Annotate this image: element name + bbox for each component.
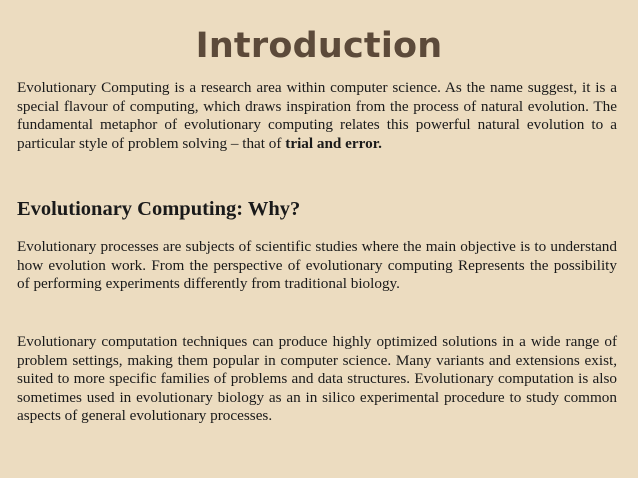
intro-paragraph — [17, 79, 617, 153]
why-paragraph-2: Evolutionary computation techniques can produce highly optimized solutions in a wide range of problem settings, making them popular in computer science. Many variants and extensions exist, suited to more specific families of problems and data structures. Evolutionary computation is also sometimes used in evolutionary biology as an in silico experimental procedure to study common aspects of general evolutionary processes. — [17, 333, 617, 425]
slide-title: Introduction — [195, 26, 443, 66]
why-paragraph-1: Evolutionary processes are subjects of scientific studies where the main objective is to understand how evolution work. From the perspective of evolutionary computing Represents the possibility of performing experiments differently from traditional biology. — [17, 238, 617, 293]
section-heading: Evolutionary Computing: Why? — [17, 198, 301, 220]
intro-bold-text: trial and error. — [285, 134, 382, 152]
intro-text: Evolutionary Computing is a research area within computer science. As the name suggest, it is a special flavour of computing, which draws inspiration from the process of natural evolution. The fundamental metaphor of evolutionary computing relates this powerful natural evolution to a particular style of problem solving – that of — [17, 79, 617, 152]
